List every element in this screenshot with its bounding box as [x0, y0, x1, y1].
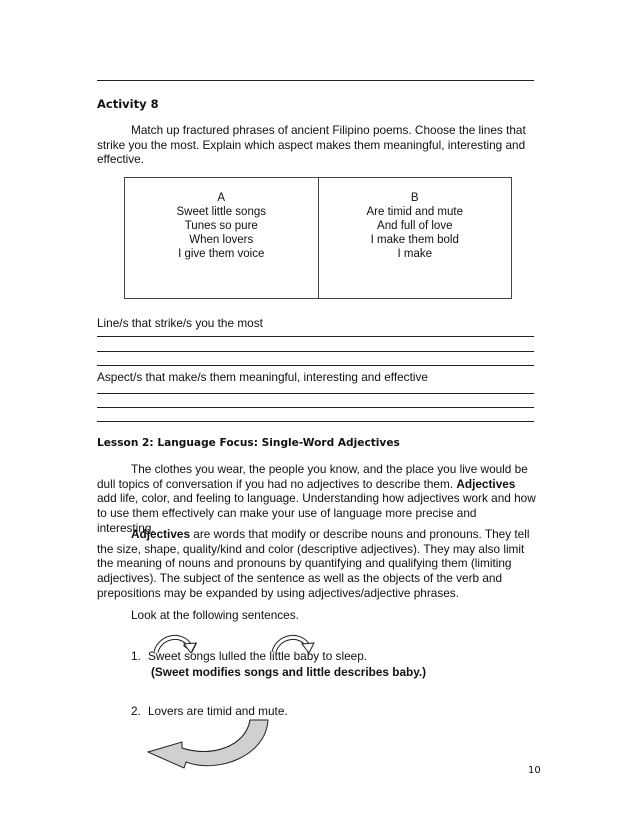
column-b-line: I make	[397, 248, 432, 260]
lesson-title: Lesson 2: Language Focus: Single-Word Adjectives	[97, 437, 400, 449]
column-a	[125, 178, 319, 299]
instructions-text: Match up fractured phrases of ancient Filipino poems. Choose the lines that strike you the most. Explain which aspect makes them meaningful, interesting and effective.	[97, 123, 526, 167]
phrase-table	[124, 177, 512, 299]
column-a-line: I give them voice	[178, 248, 265, 260]
activity-title: Activity 8	[97, 97, 159, 111]
example-1-number: 1.	[131, 649, 141, 663]
example-2-number: 2.	[131, 704, 141, 718]
example-1-sentence: Sweet songs lulled the little baby to sleep.	[148, 649, 368, 663]
answer-line[interactable]	[97, 393, 534, 394]
column-a-line: Tunes so pure	[184, 220, 258, 232]
column-a-header: A	[217, 192, 226, 204]
example-2-sentence: Lovers are timid and mute.	[148, 704, 288, 718]
column-b-header: B	[410, 192, 419, 204]
lines-prompt: Line/s that strike/s you the most	[97, 316, 263, 330]
look-sentence: Look at the following sentences.	[131, 608, 299, 622]
column-b-line: I make them bold	[370, 234, 459, 246]
curved-arrow-icon	[138, 716, 278, 774]
activity-instructions	[97, 123, 537, 167]
paragraph-2-text: are words that modify or describe nouns and pronouns. They tell the size, shape, quality/kind and color (descriptive adjectives). They may also limit the meaning of nouns and pronouns by quantifying and qualifying them (limiting adjectives). The subject of the sentence as well as the objects of the verb and prepositions may be expanded by using adjectives/adjective phrases.	[97, 527, 530, 600]
page-number: 10	[528, 765, 541, 776]
column-b	[318, 178, 512, 299]
answer-line[interactable]	[97, 365, 534, 366]
aspects-prompt: Aspect/s that make/s them meaningful, interesting and effective	[97, 370, 428, 384]
adjectives-bold: Adjectives	[456, 476, 516, 491]
top-rule	[97, 80, 534, 81]
column-a-line: Sweet little songs	[176, 206, 266, 218]
answer-line[interactable]	[97, 421, 534, 422]
answer-line[interactable]	[97, 351, 534, 352]
column-b-line: And full of love	[377, 220, 453, 232]
lesson-paragraph-1	[97, 462, 537, 536]
paragraph-1-text-a: The clothes you wear, the people you know, and the place you live would be dull topics of conversation if you had no adjectives to describe them.	[97, 462, 528, 491]
lesson-paragraph-2	[97, 527, 537, 601]
paragraph-1-text-b: add life, color, and feeling to language. Understanding how adjectives work and how to use them effectively can make your use of language more precise and interesting.	[97, 491, 536, 535]
adjectives-bold: Adjectives	[131, 527, 191, 541]
answer-line[interactable]	[97, 336, 534, 337]
column-a-line: When lovers	[189, 234, 254, 246]
example-1-note: (Sweet modifies songs and little describes baby.)	[151, 665, 427, 679]
answer-line[interactable]	[97, 407, 534, 408]
column-b-line: Are timid and mute	[366, 206, 463, 218]
